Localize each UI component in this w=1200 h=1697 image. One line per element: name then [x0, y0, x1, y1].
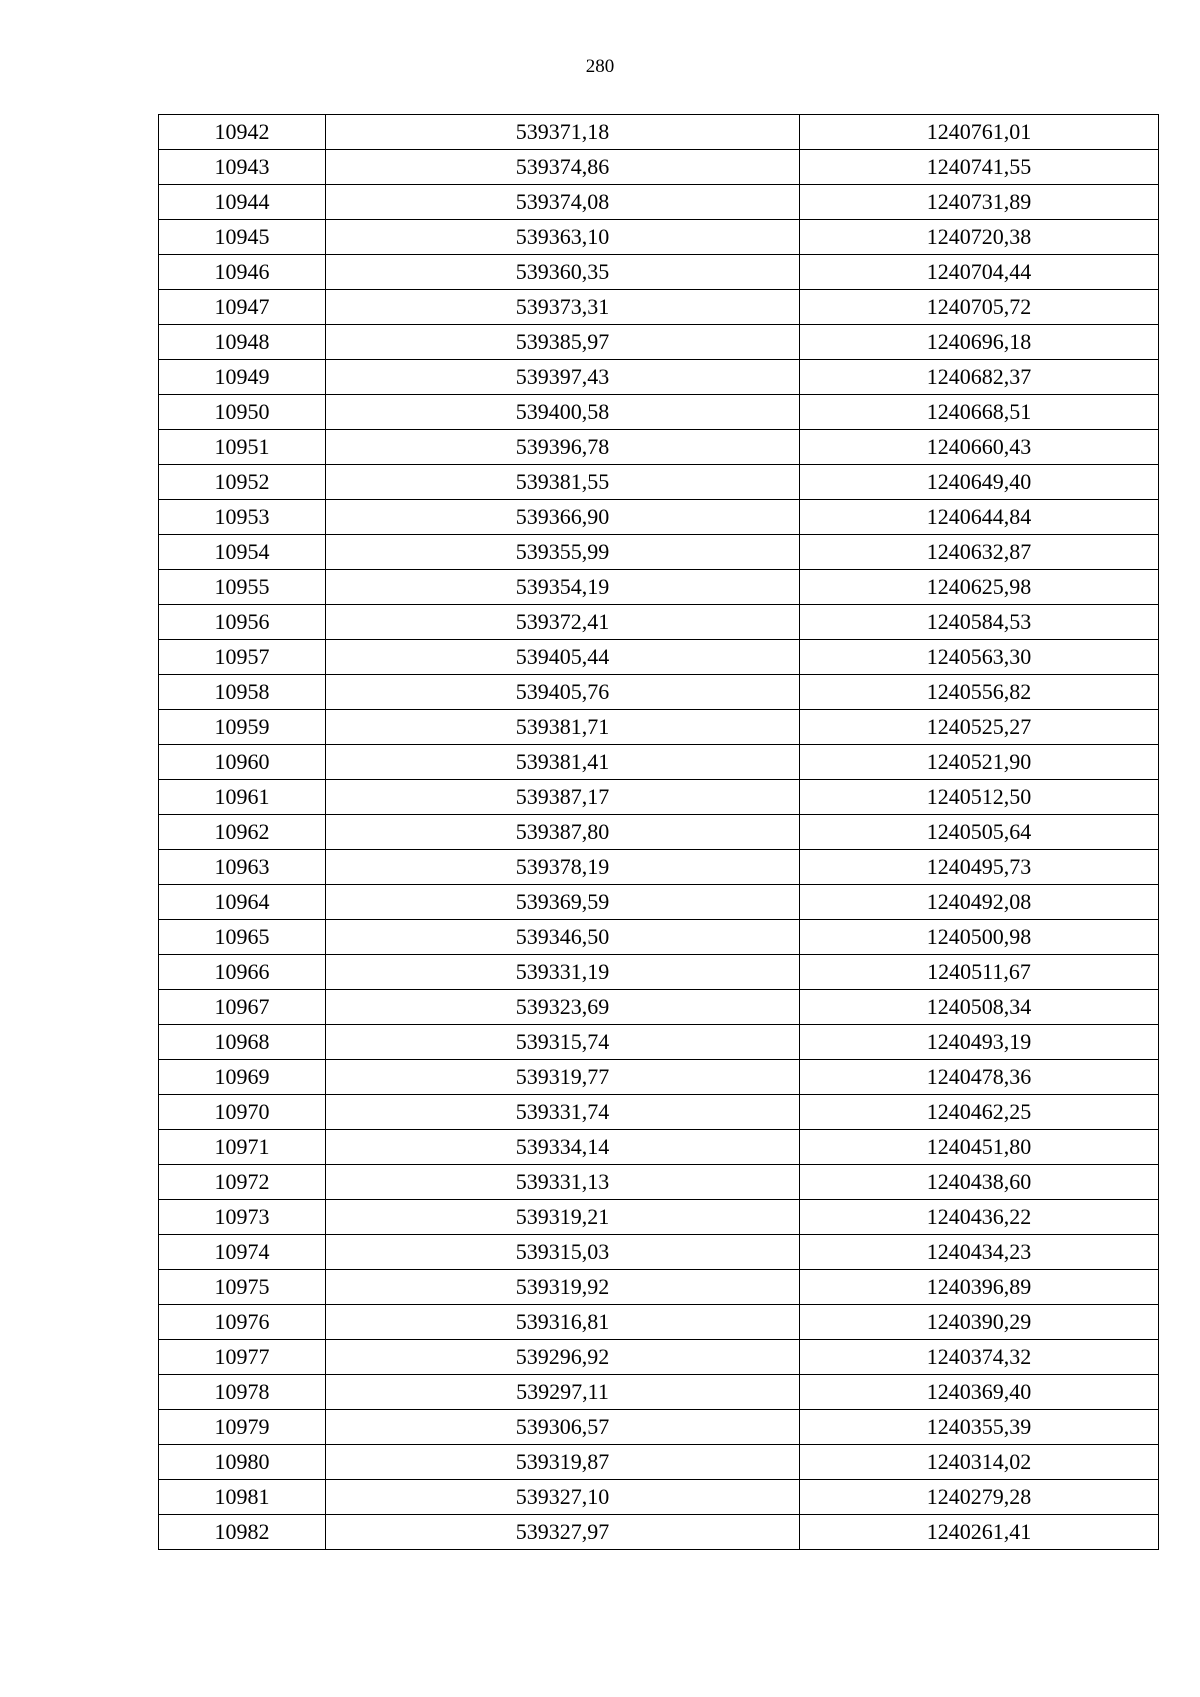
- table-row: [159, 1200, 1159, 1235]
- table-row: [159, 815, 1159, 850]
- table-row: [159, 325, 1159, 360]
- table-row: [159, 220, 1159, 255]
- point-number-cell: 10960: [159, 745, 326, 780]
- table-row: [159, 885, 1159, 920]
- y-coordinate-cell: 1240731,89: [800, 185, 1159, 220]
- y-coordinate-cell: 1240492,08: [800, 885, 1159, 920]
- x-coordinate-cell: 539369,59: [326, 885, 800, 920]
- x-coordinate-cell: 539381,55: [326, 465, 800, 500]
- table-row: [159, 360, 1159, 395]
- x-coordinate-cell: 539331,13: [326, 1165, 800, 1200]
- point-number-cell: 10948: [159, 325, 326, 360]
- y-coordinate-cell: 1240462,25: [800, 1095, 1159, 1130]
- y-coordinate-cell: 1240451,80: [800, 1130, 1159, 1165]
- point-number-cell: 10976: [159, 1305, 326, 1340]
- point-number-cell: 10965: [159, 920, 326, 955]
- x-coordinate-cell: 539371,18: [326, 115, 800, 150]
- x-coordinate-cell: 539381,41: [326, 745, 800, 780]
- table-row: [159, 675, 1159, 710]
- y-coordinate-cell: 1240705,72: [800, 290, 1159, 325]
- y-coordinate-cell: 1240563,30: [800, 640, 1159, 675]
- table-row: [159, 1025, 1159, 1060]
- point-number-cell: 10967: [159, 990, 326, 1025]
- x-coordinate-cell: 539319,92: [326, 1270, 800, 1305]
- point-number-cell: 10956: [159, 605, 326, 640]
- y-coordinate-cell: 1240682,37: [800, 360, 1159, 395]
- y-coordinate-cell: 1240625,98: [800, 570, 1159, 605]
- table-row: [159, 1410, 1159, 1445]
- x-coordinate-cell: 539319,87: [326, 1445, 800, 1480]
- point-number-cell: 10952: [159, 465, 326, 500]
- table-row: [159, 1165, 1159, 1200]
- y-coordinate-cell: 1240390,29: [800, 1305, 1159, 1340]
- y-coordinate-cell: 1240279,28: [800, 1480, 1159, 1515]
- x-coordinate-cell: 539346,50: [326, 920, 800, 955]
- point-number-cell: 10955: [159, 570, 326, 605]
- point-number-cell: 10962: [159, 815, 326, 850]
- point-number-cell: 10978: [159, 1375, 326, 1410]
- y-coordinate-cell: 1240374,32: [800, 1340, 1159, 1375]
- point-number-cell: 10958: [159, 675, 326, 710]
- table-row: [159, 290, 1159, 325]
- point-number-cell: 10981: [159, 1480, 326, 1515]
- table-row: [159, 570, 1159, 605]
- table-row: [159, 605, 1159, 640]
- x-coordinate-cell: 539405,76: [326, 675, 800, 710]
- point-number-cell: 10973: [159, 1200, 326, 1235]
- x-coordinate-cell: 539319,21: [326, 1200, 800, 1235]
- y-coordinate-cell: 1240761,01: [800, 115, 1159, 150]
- x-coordinate-cell: 539405,44: [326, 640, 800, 675]
- y-coordinate-cell: 1240261,41: [800, 1515, 1159, 1550]
- y-coordinate-cell: 1240355,39: [800, 1410, 1159, 1445]
- x-coordinate-cell: 539400,58: [326, 395, 800, 430]
- x-coordinate-cell: 539360,35: [326, 255, 800, 290]
- point-number-cell: 10942: [159, 115, 326, 150]
- point-number-cell: 10964: [159, 885, 326, 920]
- table-row: [159, 1340, 1159, 1375]
- point-number-cell: 10961: [159, 780, 326, 815]
- point-number-cell: 10944: [159, 185, 326, 220]
- point-number-cell: 10972: [159, 1165, 326, 1200]
- x-coordinate-cell: 539374,86: [326, 150, 800, 185]
- point-number-cell: 10949: [159, 360, 326, 395]
- point-number-cell: 10980: [159, 1445, 326, 1480]
- y-coordinate-cell: 1240500,98: [800, 920, 1159, 955]
- x-coordinate-cell: 539396,78: [326, 430, 800, 465]
- x-coordinate-cell: 539381,71: [326, 710, 800, 745]
- table-row: [159, 920, 1159, 955]
- x-coordinate-cell: 539296,92: [326, 1340, 800, 1375]
- table-row: [159, 430, 1159, 465]
- x-coordinate-cell: 539327,10: [326, 1480, 800, 1515]
- y-coordinate-cell: 1240478,36: [800, 1060, 1159, 1095]
- table-row: [159, 255, 1159, 290]
- point-number-cell: 10946: [159, 255, 326, 290]
- x-coordinate-cell: 539331,74: [326, 1095, 800, 1130]
- y-coordinate-cell: 1240508,34: [800, 990, 1159, 1025]
- table-row: [159, 990, 1159, 1025]
- table-row: [159, 150, 1159, 185]
- y-coordinate-cell: 1240495,73: [800, 850, 1159, 885]
- point-number-cell: 10945: [159, 220, 326, 255]
- table-row: [159, 1270, 1159, 1305]
- y-coordinate-cell: 1240369,40: [800, 1375, 1159, 1410]
- x-coordinate-cell: 539372,41: [326, 605, 800, 640]
- point-number-cell: 10974: [159, 1235, 326, 1270]
- y-coordinate-cell: 1240436,22: [800, 1200, 1159, 1235]
- point-number-cell: 10950: [159, 395, 326, 430]
- y-coordinate-cell: 1240720,38: [800, 220, 1159, 255]
- y-coordinate-cell: 1240668,51: [800, 395, 1159, 430]
- table-row: [159, 710, 1159, 745]
- point-number-cell: 10957: [159, 640, 326, 675]
- y-coordinate-cell: 1240696,18: [800, 325, 1159, 360]
- table-row: [159, 395, 1159, 430]
- y-coordinate-cell: 1240493,19: [800, 1025, 1159, 1060]
- y-coordinate-cell: 1240434,23: [800, 1235, 1159, 1270]
- y-coordinate-cell: 1240505,64: [800, 815, 1159, 850]
- x-coordinate-cell: 539315,74: [326, 1025, 800, 1060]
- x-coordinate-cell: 539378,19: [326, 850, 800, 885]
- table-row: [159, 1515, 1159, 1550]
- x-coordinate-cell: 539319,77: [326, 1060, 800, 1095]
- x-coordinate-cell: 539315,03: [326, 1235, 800, 1270]
- x-coordinate-cell: 539385,97: [326, 325, 800, 360]
- point-number-cell: 10971: [159, 1130, 326, 1165]
- table-row: [159, 1305, 1159, 1340]
- point-number-cell: 10959: [159, 710, 326, 745]
- table-row: [159, 1375, 1159, 1410]
- y-coordinate-cell: 1240632,87: [800, 535, 1159, 570]
- point-number-cell: 10953: [159, 500, 326, 535]
- table-row: [159, 1235, 1159, 1270]
- x-coordinate-cell: 539297,11: [326, 1375, 800, 1410]
- point-number-cell: 10951: [159, 430, 326, 465]
- y-coordinate-cell: 1240511,67: [800, 955, 1159, 990]
- y-coordinate-cell: 1240438,60: [800, 1165, 1159, 1200]
- table-row: [159, 115, 1159, 150]
- x-coordinate-cell: 539387,17: [326, 780, 800, 815]
- x-coordinate-cell: 539331,19: [326, 955, 800, 990]
- x-coordinate-cell: 539373,31: [326, 290, 800, 325]
- table-row: [159, 1060, 1159, 1095]
- y-coordinate-cell: 1240741,55: [800, 150, 1159, 185]
- x-coordinate-cell: 539334,14: [326, 1130, 800, 1165]
- y-coordinate-cell: 1240512,50: [800, 780, 1159, 815]
- y-coordinate-cell: 1240314,02: [800, 1445, 1159, 1480]
- point-number-cell: 10954: [159, 535, 326, 570]
- y-coordinate-cell: 1240521,90: [800, 745, 1159, 780]
- page-number: 280: [585, 56, 615, 77]
- point-number-cell: 10982: [159, 1515, 326, 1550]
- point-number-cell: 10968: [159, 1025, 326, 1060]
- point-number-cell: 10943: [159, 150, 326, 185]
- x-coordinate-cell: 539316,81: [326, 1305, 800, 1340]
- x-coordinate-cell: 539354,19: [326, 570, 800, 605]
- x-coordinate-cell: 539387,80: [326, 815, 800, 850]
- point-number-cell: 10979: [159, 1410, 326, 1445]
- x-coordinate-cell: 539363,10: [326, 220, 800, 255]
- y-coordinate-cell: 1240644,84: [800, 500, 1159, 535]
- y-coordinate-cell: 1240704,44: [800, 255, 1159, 290]
- x-coordinate-cell: 539306,57: [326, 1410, 800, 1445]
- table-row: [159, 850, 1159, 885]
- x-coordinate-cell: 539327,97: [326, 1515, 800, 1550]
- y-coordinate-cell: 1240396,89: [800, 1270, 1159, 1305]
- table-row: [159, 1445, 1159, 1480]
- x-coordinate-cell: 539366,90: [326, 500, 800, 535]
- table-row: [159, 1095, 1159, 1130]
- x-coordinate-cell: 539323,69: [326, 990, 800, 1025]
- coordinates-table-body: [159, 115, 1159, 1550]
- table-row: [159, 465, 1159, 500]
- y-coordinate-cell: 1240649,40: [800, 465, 1159, 500]
- table-row: [159, 1130, 1159, 1165]
- table-row: [159, 640, 1159, 675]
- table-row: [159, 745, 1159, 780]
- point-number-cell: 10977: [159, 1340, 326, 1375]
- x-coordinate-cell: 539397,43: [326, 360, 800, 395]
- table-row: [159, 500, 1159, 535]
- point-number-cell: 10947: [159, 290, 326, 325]
- x-coordinate-cell: 539355,99: [326, 535, 800, 570]
- coordinates-table: [158, 114, 1159, 1550]
- y-coordinate-cell: 1240660,43: [800, 430, 1159, 465]
- table-row: [159, 780, 1159, 815]
- table-row: [159, 1480, 1159, 1515]
- y-coordinate-cell: 1240525,27: [800, 710, 1159, 745]
- table-row: [159, 955, 1159, 990]
- point-number-cell: 10963: [159, 850, 326, 885]
- y-coordinate-cell: 1240556,82: [800, 675, 1159, 710]
- x-coordinate-cell: 539374,08: [326, 185, 800, 220]
- table-row: [159, 535, 1159, 570]
- table-row: [159, 185, 1159, 220]
- point-number-cell: 10969: [159, 1060, 326, 1095]
- point-number-cell: 10966: [159, 955, 326, 990]
- point-number-cell: 10975: [159, 1270, 326, 1305]
- point-number-cell: 10970: [159, 1095, 326, 1130]
- y-coordinate-cell: 1240584,53: [800, 605, 1159, 640]
